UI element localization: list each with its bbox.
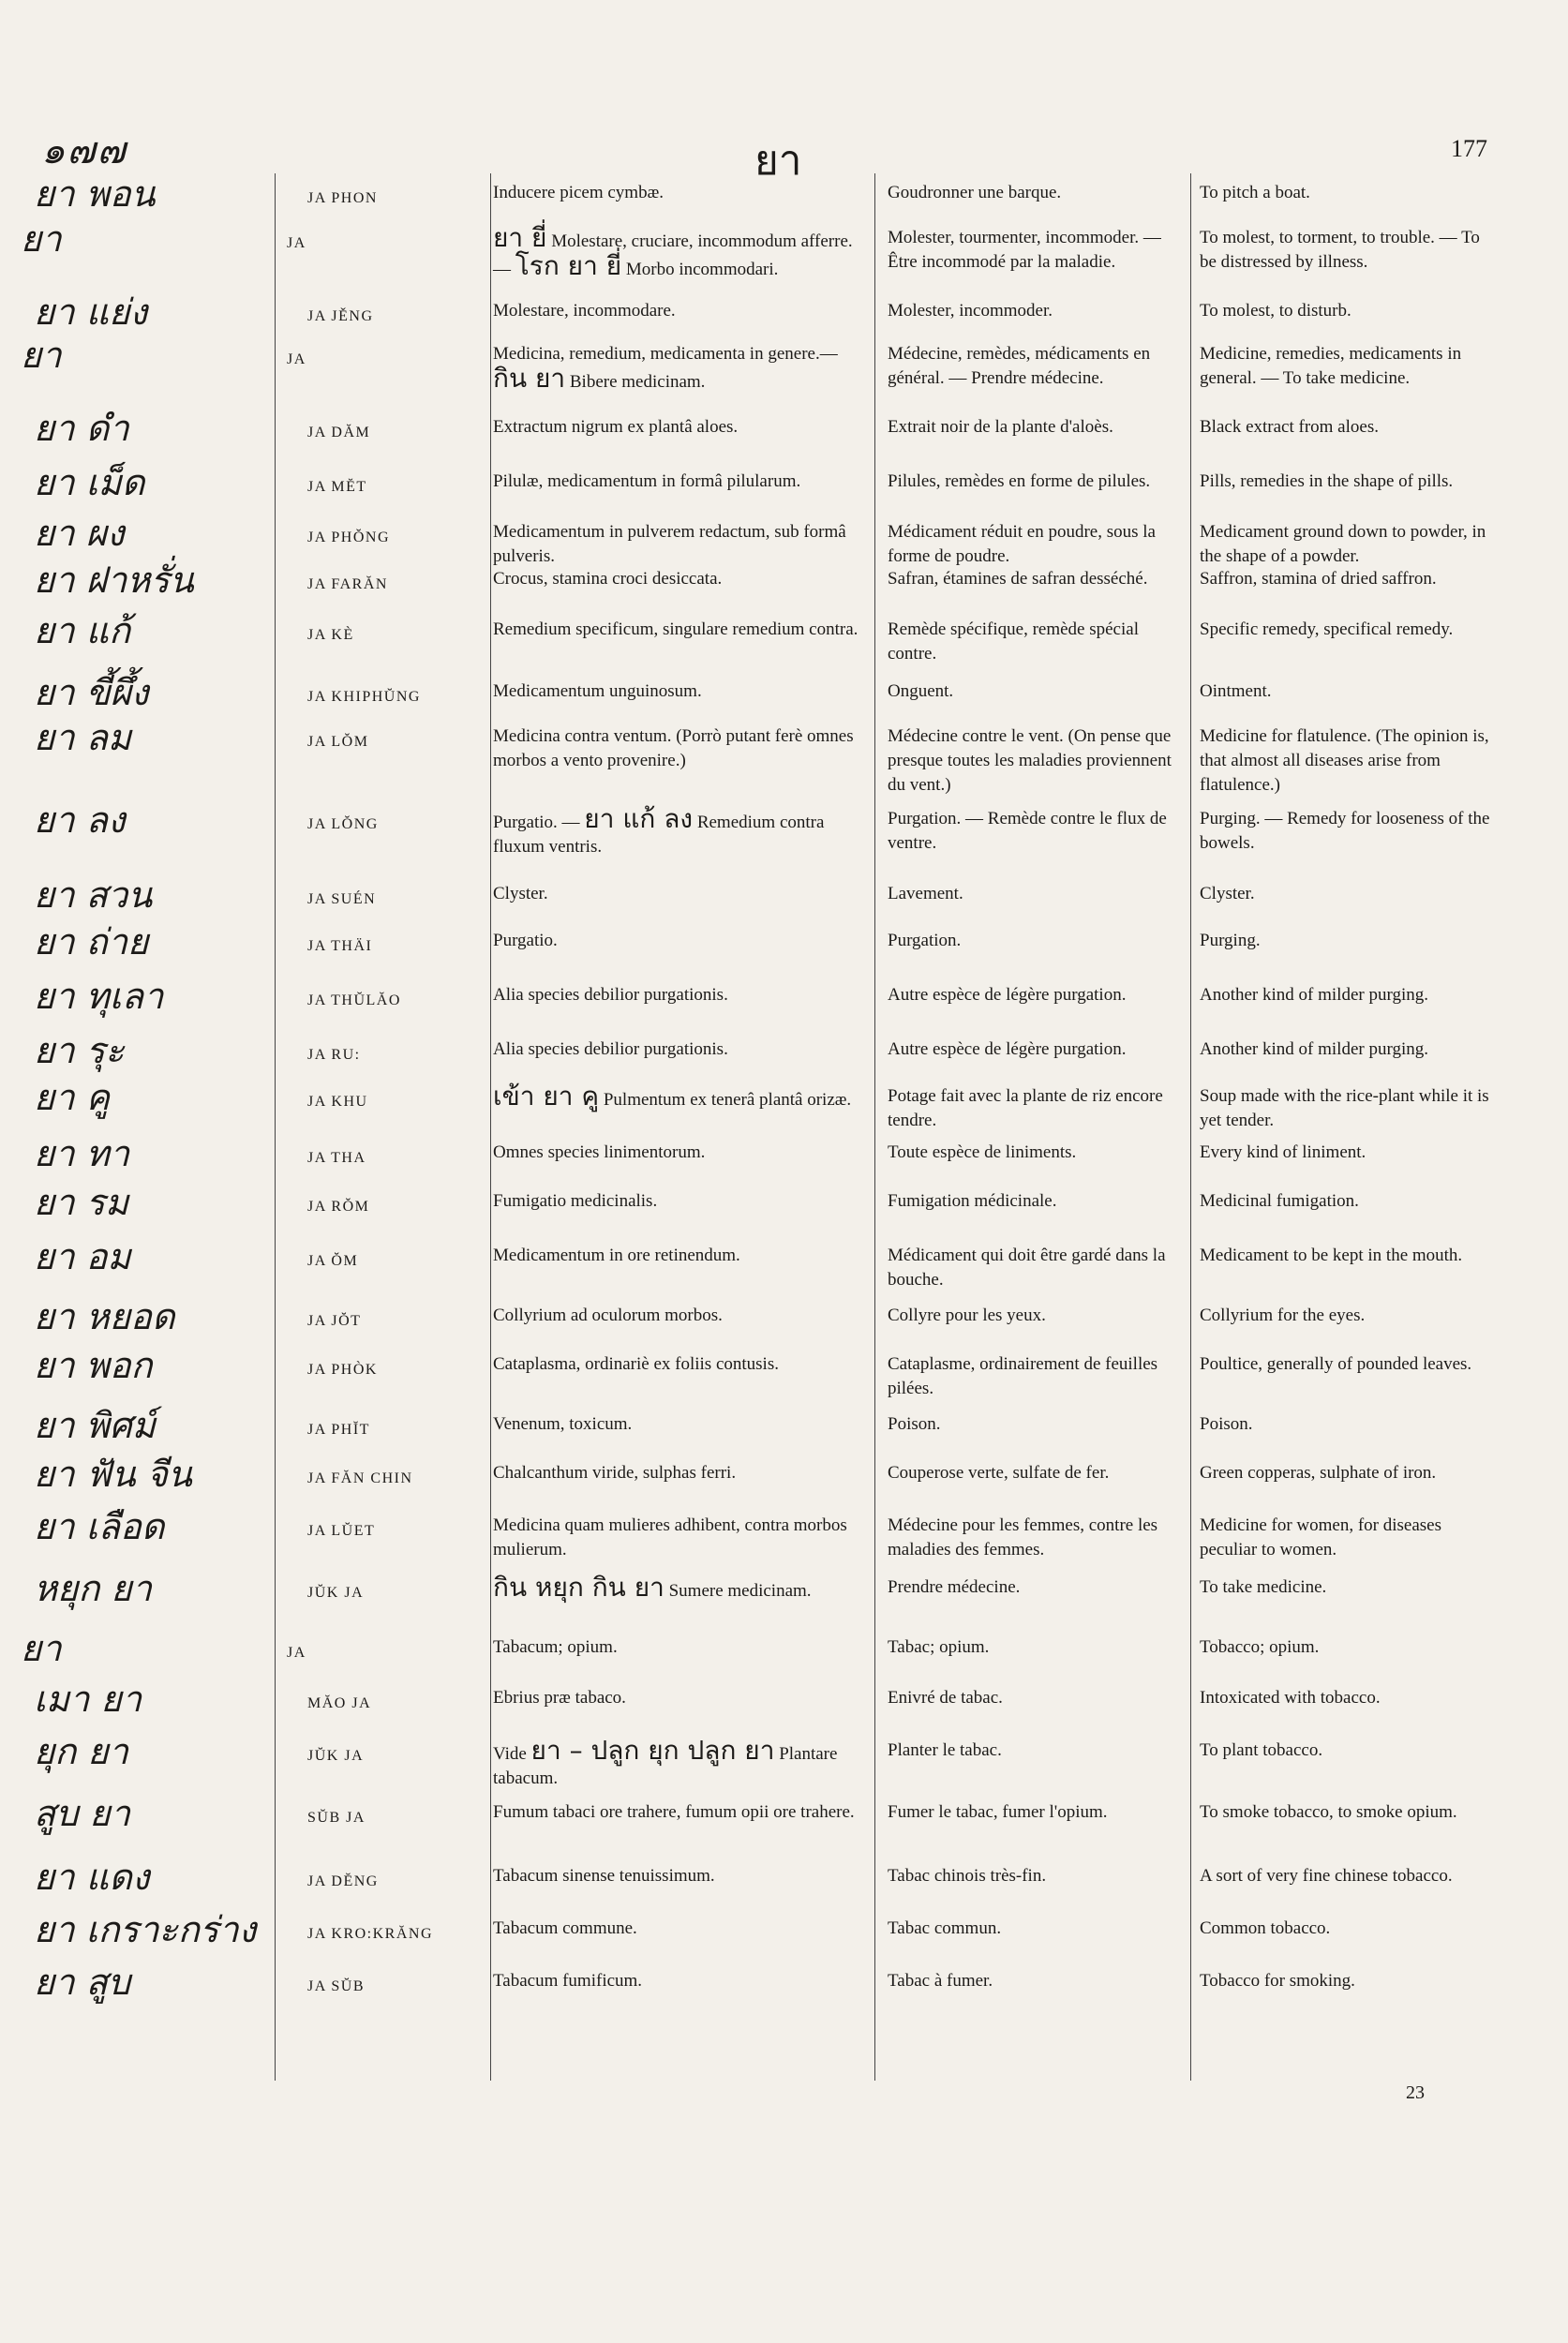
latin-text: Extractum nigrum ex plantâ aloes.: [493, 417, 739, 437]
latin-definition: [493, 299, 868, 323]
entry-row: [0, 976, 1568, 1030]
thai-headword: ยา: [21, 1628, 62, 1669]
latin-text: Medicina quam mulieres adhibent, contra morbos mulierum.: [493, 1515, 847, 1560]
thai-headword: ยา ทา: [34, 1133, 130, 1174]
thai-headword: ยา สวน: [34, 874, 153, 916]
french-definition: Goudronner une barque.: [888, 183, 1062, 202]
french-definition: Tabac chinois très-fin.: [888, 1866, 1047, 1886]
english-definition: Poultice, generally of pounded leaves.: [1200, 1354, 1472, 1374]
thai-headword: ยา สูบ: [34, 1962, 130, 2003]
thai-headword: ยา รุะ: [34, 1030, 125, 1071]
thai-phrase: โรก ยา ยี่: [515, 250, 622, 281]
thai-headword: ยา: [21, 335, 62, 376]
french-definition: Molester, tourmenter, incommoder. — Être incommodé par la maladie.: [888, 228, 1161, 272]
romanization: JA PHĬT: [307, 1422, 370, 1438]
english-definition: Purging. — Remedy for looseness of the bowels.: [1200, 809, 1490, 853]
thai-headword: ยา เลือด: [34, 1506, 165, 1547]
english-definition: Common tobacco.: [1200, 1918, 1331, 1938]
entry-row: [0, 218, 1568, 291]
romanization: JA KÈ: [307, 627, 354, 643]
thai-headword: ยา รม: [34, 1182, 129, 1223]
thai-headword: ยา ลม: [34, 717, 132, 758]
thai-headword: ยา พอก: [34, 1345, 153, 1386]
entry-list: [0, 173, 1568, 2014]
latin-definition: [493, 1141, 868, 1165]
latin-text: Ebrius præ tabaco.: [493, 1688, 626, 1708]
latin-definition: [493, 1800, 868, 1825]
romanization: JA RŎM: [307, 1199, 370, 1215]
entry-row: [0, 462, 1568, 513]
latin-text: Molestare, cruciare, incommodum afferre. —: [493, 231, 853, 279]
thai-headword: เมา ยา: [34, 1679, 142, 1720]
latin-definition: [493, 1735, 868, 1791]
english-definition: Pills, remedies in the shape of pills.: [1200, 471, 1454, 491]
latin-definition: [493, 1686, 868, 1710]
thai-headword: ยา ดำ: [34, 408, 129, 449]
french-definition: Fumigation médicinale.: [888, 1191, 1057, 1211]
latin-definition: [493, 1412, 868, 1437]
latin-text: Cataplasma, ordinariè ex foliis contusis.: [493, 1354, 779, 1374]
entry-row: [0, 1793, 1568, 1857]
latin-definition: [493, 1461, 868, 1485]
latin-definition: [493, 342, 868, 395]
english-definition: To plant tobacco.: [1200, 1740, 1323, 1760]
latin-text: Inducere picem cymbæ.: [493, 183, 665, 202]
english-definition: Soup made with the rice-plant while it is yet tender.: [1200, 1086, 1489, 1130]
entry-row: [0, 672, 1568, 717]
latin-text: Omnes species linimentorum.: [493, 1142, 706, 1162]
entry-row: [0, 408, 1568, 462]
entry-row: [0, 921, 1568, 976]
french-definition: Tabac à fumer.: [888, 1971, 993, 1991]
french-definition: Extrait noir de la plante d'aloès.: [888, 417, 1113, 437]
latin-text: Purgatio. —: [493, 813, 580, 832]
french-definition: Potage fait avec la plante de riz encore tendre.: [888, 1086, 1163, 1130]
french-definition: Lavement.: [888, 884, 963, 903]
latin-text: Alia species debilior purgationis.: [493, 985, 728, 1005]
entry-row: [0, 1405, 1568, 1454]
latin-text: Plantare tabacum.: [493, 1744, 838, 1788]
romanization: JA DĂM: [307, 425, 371, 440]
romanization: JA RU:: [307, 1047, 361, 1063]
entry-row: [0, 1568, 1568, 1628]
english-definition: Clyster.: [1200, 884, 1255, 903]
romanization: JA LŬET: [307, 1523, 376, 1539]
english-definition: Green copperas, sulphate of iron.: [1200, 1463, 1437, 1483]
french-definition: Enivré de tabac.: [888, 1688, 1003, 1708]
latin-text: Crocus, stamina croci desiccata.: [493, 569, 723, 589]
english-definition: Medicinal fumigation.: [1200, 1191, 1359, 1211]
thai-page-number: ๑๗๗: [41, 129, 127, 172]
thai-headword: ยุก ยา: [34, 1731, 128, 1772]
entry-row: [0, 1030, 1568, 1077]
latin-definition: [493, 1635, 868, 1660]
latin-text: Medicamentum in pulverem redactum, sub formâ pulveris.: [493, 522, 846, 566]
english-definition: Medicament ground down to powder, in the shape of a powder.: [1200, 522, 1486, 566]
entry-row: [0, 1857, 1568, 1909]
english-definition: Medicine for flatulence. (The opinion is, that almost all diseases arise from flatulence.): [1200, 726, 1489, 795]
romanization: JA FARĂN: [307, 576, 388, 592]
french-definition: Tabac commun.: [888, 1918, 1002, 1938]
english-definition: Medicine, remedies, medicaments in general. — To take medicine.: [1200, 344, 1462, 388]
romanization: JA PHŎNG: [307, 530, 391, 545]
french-definition: Onguent.: [888, 681, 954, 701]
english-definition: Every kind of liniment.: [1200, 1142, 1366, 1162]
latin-definition: [493, 1304, 868, 1328]
romanization: JA KRO:KRĂNG: [307, 1926, 434, 1942]
romanization: JA MĔT: [307, 479, 367, 495]
entry-row: [0, 1731, 1568, 1793]
latin-definition: [493, 415, 868, 440]
latin-definition: [493, 1244, 868, 1268]
romanization: JA THA: [307, 1150, 366, 1166]
thai-phrase: เข้า ยา คู: [493, 1081, 600, 1112]
romanization: JA JĚNG: [307, 308, 374, 324]
thai-headword: ยา ฝาหรั่น: [34, 560, 194, 601]
entry-row: [0, 1454, 1568, 1506]
latin-definition: [493, 1514, 868, 1562]
french-definition: Collyre pour les yeux.: [888, 1306, 1046, 1325]
romanization: JA KHIPHŬNG: [307, 689, 421, 705]
latin-text: Tabacum commune.: [493, 1918, 637, 1938]
english-definition: A sort of very fine chinese tobacco.: [1200, 1866, 1453, 1886]
entry-row: [0, 513, 1568, 566]
entry-row: [0, 1506, 1568, 1568]
entry-row: [0, 1909, 1568, 1962]
thai-headword: ยา หยอด: [34, 1296, 175, 1337]
thai-headword: ยา ทุเลา: [34, 976, 164, 1017]
latin-text: Bibere medicinam.: [569, 372, 706, 392]
thai-headword: ยา แย่ง: [34, 291, 147, 333]
romanization: JA LŎM: [307, 734, 369, 750]
thai-headword: หยุก ยา: [34, 1568, 153, 1609]
thai-headword: ยา คู: [34, 1077, 111, 1118]
romanization: JA: [287, 235, 306, 251]
entry-row: [0, 610, 1568, 672]
entry-row: [0, 335, 1568, 408]
english-definition: To pitch a boat.: [1200, 183, 1310, 202]
latin-text: Tabacum; opium.: [493, 1637, 618, 1657]
latin-text: Venenum, toxicum.: [493, 1414, 633, 1434]
latin-text: Chalcanthum viride, sulphas ferri.: [493, 1463, 737, 1483]
french-definition: Couperose verte, sulfate de fer.: [888, 1463, 1110, 1483]
entry-row: [0, 1345, 1568, 1405]
entry-row: [0, 1679, 1568, 1731]
thai-headword: ยา แก้: [34, 610, 131, 651]
latin-definition: [493, 882, 868, 906]
romanization: JŬK JA: [307, 1585, 365, 1601]
romanization: JA LŎNG: [307, 816, 379, 832]
latin-text: Clyster.: [493, 884, 548, 903]
english-definition: Poison.: [1200, 1414, 1253, 1434]
entry-row: [0, 1236, 1568, 1296]
english-definition: Purging.: [1200, 931, 1261, 950]
english-definition: To molest, to torment, to trouble. — To be distressed by illness.: [1200, 228, 1480, 272]
latin-definition: [493, 618, 868, 642]
french-definition: Médecine contre le vent. (On pense que presque toutes les maladies proviennent du vent.): [888, 726, 1172, 795]
latin-definition: [493, 983, 868, 1007]
latin-definition: [493, 1037, 868, 1062]
english-definition: Another kind of milder purging.: [1200, 1039, 1428, 1059]
latin-prefix: Vide: [493, 1744, 527, 1764]
latin-text: Morbo incommodari.: [625, 260, 779, 279]
latin-definition: [493, 470, 868, 494]
latin-text: Sumere medicinam.: [668, 1581, 812, 1601]
english-definition: To take medicine.: [1200, 1577, 1327, 1597]
french-definition: Cataplasme, ordinairement de feuilles pilées.: [888, 1354, 1158, 1398]
latin-text: Remedium specificum, singulare remedium contra.: [493, 619, 859, 639]
entry-row: [0, 1133, 1568, 1182]
french-definition: Remède spécifique, remède spécial contre.: [888, 619, 1139, 664]
thai-headword: สูบ ยา: [34, 1793, 130, 1834]
latin-definition: [493, 929, 868, 953]
english-definition: Specific remedy, specifical remedy.: [1200, 619, 1454, 639]
french-definition: Médecine pour les femmes, contre les maladies des femmes.: [888, 1515, 1158, 1560]
french-definition: Planter le tabac.: [888, 1740, 1002, 1760]
latin-text: Tabacum fumificum.: [493, 1971, 643, 1991]
entry-row: [0, 560, 1568, 610]
french-definition: Purgation.: [888, 931, 962, 950]
french-definition: Médicament réduit en poudre, sous la forme de poudre.: [888, 522, 1156, 566]
english-definition: Ointment.: [1200, 681, 1272, 701]
english-definition: Another kind of milder purging.: [1200, 985, 1428, 1005]
latin-definition: [493, 1864, 868, 1888]
entry-row: [0, 173, 1568, 218]
latin-text: Medicina contra ventum. (Porrò putant ferè omnes morbos a vento provenire.): [493, 726, 854, 770]
french-definition: Purgation. — Remède contre le flux de ventre.: [888, 809, 1167, 853]
signature-mark: 23: [1406, 2082, 1425, 2103]
french-definition: Poison.: [888, 1414, 941, 1434]
page-number: 177: [1451, 135, 1487, 162]
latin-text: Remedium contra fluxum ventris.: [493, 813, 825, 857]
romanization: JA KHU: [307, 1094, 368, 1110]
entry-row: [0, 1296, 1568, 1345]
english-definition: Medicine for women, for diseases peculiar to women.: [1200, 1515, 1442, 1560]
french-definition: Médicament qui doit être gardé dans la bouche.: [888, 1246, 1166, 1290]
thai-headword: ยา อม: [34, 1236, 131, 1277]
latin-definition: [493, 724, 868, 773]
english-definition: Collyrium for the eyes.: [1200, 1306, 1366, 1325]
english-definition: Tobacco for smoking.: [1200, 1971, 1355, 1991]
thai-phrase: ยา ยี่: [493, 222, 547, 253]
latin-definition: [493, 1969, 868, 1993]
romanization: SŬB JA: [307, 1810, 366, 1826]
thai-headword: ยา: [21, 218, 62, 260]
latin-text: Pulmentum ex tenerâ plantâ orizæ.: [603, 1090, 852, 1110]
french-definition: Prendre médecine.: [888, 1577, 1021, 1597]
latin-text: Fumigatio medicinalis.: [493, 1191, 658, 1211]
latin-definition: [493, 222, 868, 282]
thai-headword: ยา พอน: [34, 173, 156, 215]
thai-headword: ยา พิศม์: [34, 1405, 156, 1446]
romanization: JA JŎT: [307, 1313, 362, 1329]
entry-row: [0, 874, 1568, 921]
latin-text: Purgatio.: [493, 931, 558, 950]
latin-text: Alia species debilior purgationis.: [493, 1039, 728, 1059]
romanization: JA PHON: [307, 190, 378, 206]
romanization: JA PHÒK: [307, 1362, 378, 1378]
thai-phrase: ยา – ปลูก ยุก ปลูก ยา: [530, 1735, 775, 1766]
french-definition: Fumer le tabac, fumer l'opium.: [888, 1802, 1108, 1822]
latin-definition: [493, 679, 868, 704]
latin-text: Medicamentum unguinosum.: [493, 681, 702, 701]
romanization: JA FĂN CHIN: [307, 1470, 413, 1486]
english-definition: To molest, to disturb.: [1200, 301, 1351, 321]
latin-text: Collyrium ad oculorum morbos.: [493, 1306, 723, 1325]
thai-headword: ยา เม็ด: [34, 462, 145, 503]
latin-definition: [493, 567, 868, 591]
entry-row: [0, 291, 1568, 335]
entry-row: [0, 717, 1568, 799]
romanization: JA: [287, 1645, 306, 1661]
entry-row: [0, 1077, 1568, 1133]
latin-definition: [493, 803, 868, 859]
thai-phrase: ยา แก้ ลง: [584, 803, 694, 834]
romanization: JA DĔNG: [307, 1873, 379, 1889]
latin-definition: [493, 1917, 868, 1941]
thai-phrase: กิน ยา: [493, 363, 566, 394]
thai-headword: ยา ลง: [34, 799, 126, 841]
romanization: JŬK JA: [307, 1748, 365, 1764]
latin-definition: [493, 181, 868, 205]
english-definition: To smoke tobacco, to smoke opium.: [1200, 1802, 1457, 1822]
thai-headword: ยา แดง: [34, 1857, 150, 1898]
english-definition: Saffron, stamina of dried saffron.: [1200, 569, 1437, 589]
french-definition: Pilules, remèdes en forme de pilules.: [888, 471, 1151, 491]
english-definition: Tobacco; opium.: [1200, 1637, 1320, 1657]
latin-definition: [493, 1352, 868, 1377]
thai-headword: ยา ถ่าย: [34, 921, 149, 963]
french-definition: Autre espèce de légère purgation.: [888, 1039, 1127, 1059]
romanization: JA THŬLĂO: [307, 992, 401, 1008]
english-definition: Black extract from aloes.: [1200, 417, 1379, 437]
entry-row: [0, 1182, 1568, 1236]
french-definition: Médecine, remèdes, médicaments en général. — Prendre médecine.: [888, 344, 1151, 388]
romanization: JA SUÉN: [307, 891, 377, 907]
latin-definition: [493, 1572, 868, 1604]
thai-headword: ยา ขี้ผึ้ง: [34, 672, 149, 713]
french-definition: Safran, étamines de safran desséché.: [888, 569, 1148, 589]
latin-text: Fumum tabaci ore trahere, fumum opii ore trahere.: [493, 1802, 855, 1822]
latin-text: Medicina, remedium, medicamenta in genere.—: [493, 344, 838, 364]
romanization: JA SŬB: [307, 1978, 366, 1994]
entry-row: [0, 1628, 1568, 1679]
english-definition: Medicament to be kept in the mouth.: [1200, 1246, 1463, 1265]
english-definition: Intoxicated with tobacco.: [1200, 1688, 1381, 1708]
thai-headword: ยา เกราะกร่าง: [34, 1909, 257, 1950]
french-definition: Molester, incommoder.: [888, 301, 1053, 321]
latin-text: Medicamentum in ore retinendum.: [493, 1246, 740, 1265]
french-definition: Toute espèce de liniments.: [888, 1142, 1077, 1162]
latin-text: Molestare, incommodare.: [493, 301, 676, 321]
running-head-word: ยา: [754, 137, 802, 185]
thai-phrase: กิน หยุก กิน ยา: [493, 1572, 665, 1603]
entry-row: [0, 799, 1568, 874]
latin-text: Tabacum sinense tenuissimum.: [493, 1866, 715, 1886]
romanization: JA THÄI: [307, 938, 373, 954]
entry-row: [0, 1962, 1568, 2014]
french-definition: Tabac; opium.: [888, 1637, 990, 1657]
latin-definition: [493, 1189, 868, 1214]
french-definition: Autre espèce de légère purgation.: [888, 985, 1127, 1005]
thai-headword: ยา ผง: [34, 513, 125, 554]
latin-definition: [493, 1081, 868, 1112]
latin-text: Pilulæ, medicamentum in formâ pilularum.: [493, 471, 801, 491]
thai-headword: ยา ฟัน จีน: [34, 1454, 192, 1495]
romanization: JA: [287, 351, 306, 367]
romanization: JA ŎM: [307, 1253, 359, 1269]
romanization: MĂO JA: [307, 1695, 372, 1711]
